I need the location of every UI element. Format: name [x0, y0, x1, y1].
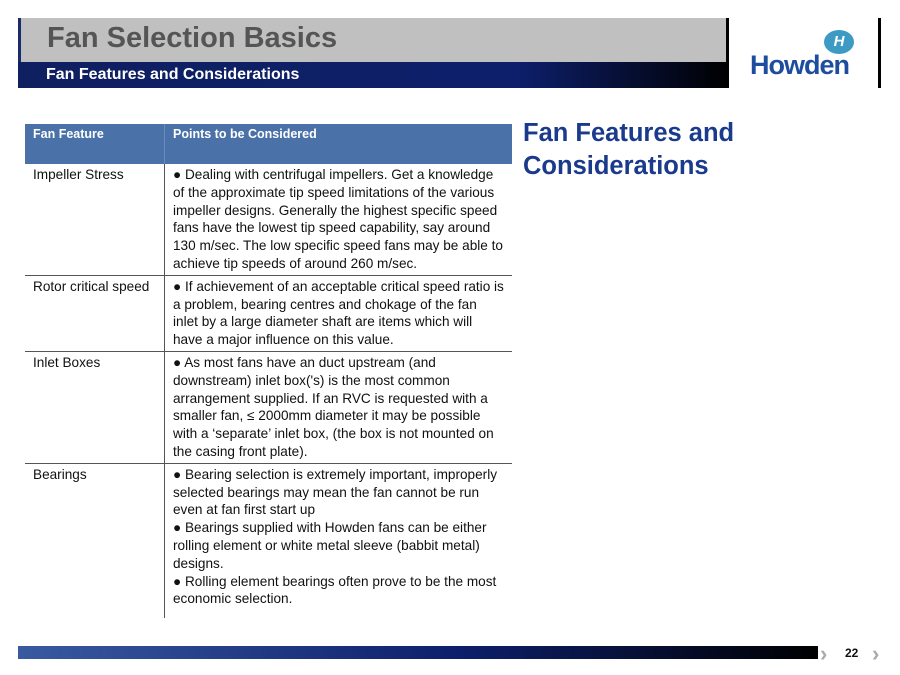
points-cell — [165, 164, 513, 275]
footer-bar — [18, 646, 818, 659]
table-row — [25, 275, 512, 351]
table-header-row — [25, 124, 512, 164]
column-header-points: Points to be Considered — [165, 124, 513, 164]
feature-cell: Impeller Stress — [25, 164, 165, 275]
table-row — [25, 351, 512, 463]
logo-emblem-icon: H — [824, 30, 854, 54]
header-divider — [726, 18, 729, 88]
chevron-right-icon: › — [872, 641, 880, 666]
header-divider-right — [878, 18, 881, 88]
column-header-feature: Fan Feature — [25, 124, 165, 164]
chevron-right-icon: › — [820, 641, 828, 666]
feature-cell: Inlet Boxes — [25, 351, 165, 463]
subtitle-bar — [18, 62, 729, 88]
points-cell — [165, 351, 513, 463]
point-text: ● As most fans have an duct upstream (and downstream) inlet box('s) is the most common arrangement supplied. If an RVC is requested with a smaller fan, ≤ 2000mm diameter it may be possible with a ‘separate’ inlet box, (the box is not mounted on the casing front plate). — [173, 354, 494, 459]
point-text: ● Rolling element bearings often prove to be the most economic selection. — [173, 573, 497, 607]
feature-cell: Bearings — [33, 466, 87, 482]
side-heading: Fan Features and Considerations — [523, 119, 735, 180]
point-text: ● Bearings supplied with Howden fans can be either rolling element or white metal sleeve (babbit metal) designs. — [173, 520, 487, 571]
table-row — [25, 164, 512, 275]
point-text: ● Dealing with centrifugal impellers. Get a knowledge of the approximate tip speed limitations of the various impeller designs. Generally the highest specific speed fans have the lowest tip speed capability, say around 130 m/sec. The low specific speed fans may be able to achieve tip speeds of around 260 m/sec. — [173, 167, 503, 271]
logo-text: Howden — [750, 50, 849, 80]
page-subtitle: Fan Features and Considerations — [46, 66, 300, 83]
points-cell — [165, 275, 513, 351]
point-text: ● If achievement of an acceptable critical speed ratio is a problem, bearing centres and chokage of the fan inlet by a large diameter shaft are items which will have a major influence on this value. — [173, 278, 504, 348]
points-cell — [165, 463, 513, 618]
howden-logo — [748, 30, 858, 85]
page-number: 22 — [845, 646, 859, 660]
feature-cell: Rotor critical speed — [25, 275, 165, 351]
point-text: ● Bearing selection is extremely important, improperly selected bearings may mean the fan cannot be run even at fan first start up — [173, 466, 498, 518]
title-bar — [18, 18, 729, 62]
page-title: Fan Selection Basics — [47, 22, 338, 54]
table-row — [25, 463, 512, 618]
features-table — [25, 124, 512, 618]
